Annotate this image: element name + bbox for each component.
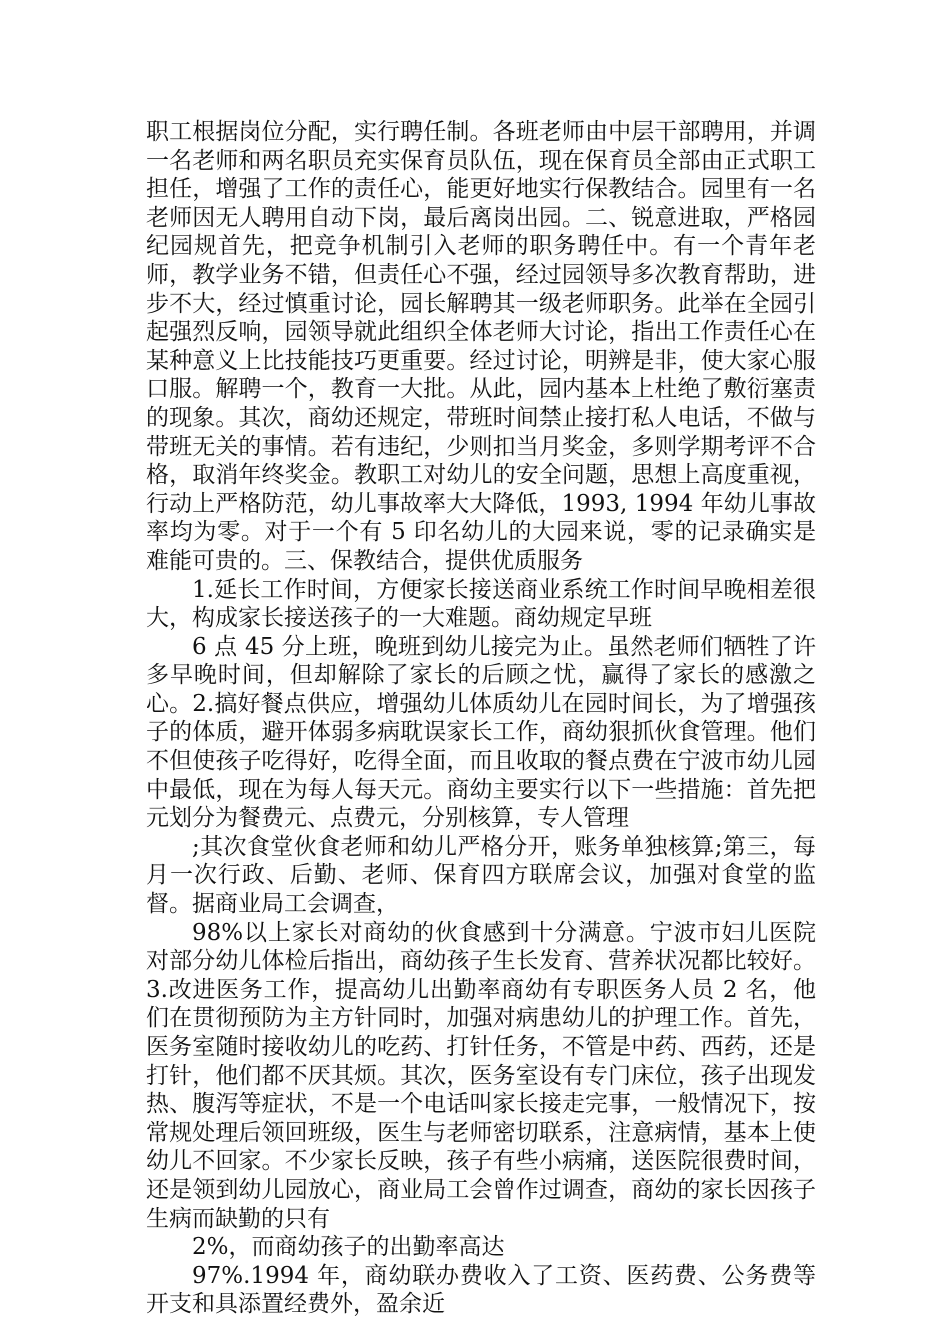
document-body [146, 118, 816, 1319]
paragraph-5: 98%以上家长对商幼的伙食感到十分满意。宁波市妇儿医院对部分幼儿体检后指出，商幼孩子生长发育、营养状况都比较好。3.改进医务工作，提高幼儿出勤率商幼有专职医务人员 2 名，他们在贯彻预防为主方针同时，加强对病患幼儿的护理工作。首先，医务室随时接收幼儿的吃药、打针任务，不管是中药、西药，还是打针，他们都不厌其烦。其次，医务室设有专门床位，孩子出现发热、腹泻等症状，不是一个电话叫家长接走完事，一般情况下，按常规处理后领回班级，医生与老师密切联系，注意病情，基本上使幼儿不回家。不少家长反映，孩子有些小病痛，送医院很费时间，还是领到幼儿园放心，商业局工会曾作过调查，商幼的家长因孩子生病而缺勤的只有 [146, 919, 816, 1232]
paragraph-1: 职工根据岗位分配，实行聘任制。各班老师由中层干部聘用，并调一名老师和两名职员充实保育员队伍，现在保育员全部由正式职工担任，增强了工作的责任心，能更好地实行保教结合。园里有一名老师因无人聘用自动下岗，最后离岗出园。二、锐意进取，严格园纪园规首先，把竞争机制引入老师的职务聘任中。有一个青年老师，教学业务不错，但责任心不强，经过园领导多次教育帮助，进步不大，经过慎重讨论，园长解聘其一级老师职务。此举在全园引起强烈反响，园领导就此组织全体老师大讨论，指出工作责任心在某种意义上比技能技巧更重要。经过讨论，明辨是非，使大家心服口服。解聘一个，教育一大批。从此，园内基本上杜绝了敷衍塞责的现象。其次，商幼还规定，带班时间禁止接打私人电话，不做与带班无关的事情。若有违纪，少则扣当月奖金，多则学期考评不合格，取消年终奖金。教职工对幼儿的安全问题，思想上高度重视，行动上严格防范，幼儿事故率大大降低，1993, 1994 年幼儿事故率均为零。对于一个有 5 印名幼儿的大园来说，零的记录确实是难能可贵的。三、保教结合，提供优质服务 [146, 119, 816, 574]
paragraph-6: 2%，而商幼孩子的出勤率高达 [192, 1234, 505, 1261]
paragraph-3: 6 点 45 分上班，晚班到幼儿接完为止。虽然老师们牺牲了许多早晚时间，但却解除了家长的后顾之忧，赢得了家长的感激之心。2.搞好餐点供应，增强幼儿体质幼儿在园时间长，为了增强孩子的体质，避开体弱多病耽误家长工作，商幼狠抓伙食管理。他们不但使孩子吃得好，吃得全面，而且收取的餐点费在宁波市幼儿园中最低，现在为每人每天元。商幼主要实行以下一些措施：首先把元划分为餐费元、点费元，分别核算，专人管理 [146, 633, 816, 832]
paragraph-2: 1.延长工作时间，方便家长接送商业系统工作时间早晚相差很大，构成家长接送孩子的一大难题。商幼规定早班 [146, 576, 816, 632]
paragraph-4: ;其次食堂伙食老师和幼儿严格分开，账务单独核算;第三，每月一次行政、后勤、老师、保育四方联席会议，加强对食堂的监督。据商业局工会调查， [146, 833, 816, 918]
paragraph-7: 97%.1994 年，商幼联办费收入了工资、医药费、公务费等开支和具添置经费外，盈余近 [146, 1262, 816, 1318]
